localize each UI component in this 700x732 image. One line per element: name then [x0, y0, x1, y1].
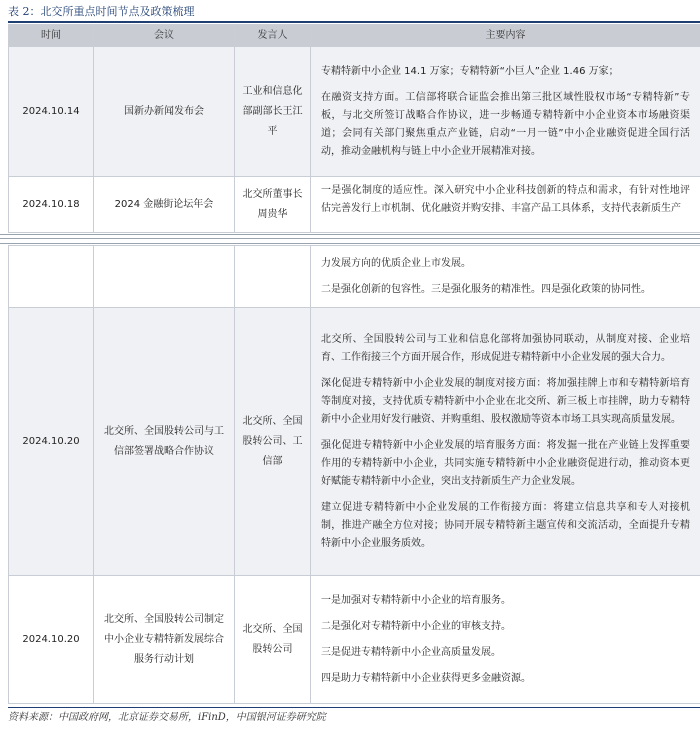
page-break-divider [0, 234, 700, 244]
content-paragraph: 强化促进专精特新中小企业发展的培育服务方面：将发掘一批在产业链上发挥重要作用的专精特新中小企业，共同实施专精特新中小企业融资促进行动，推动资本更好赋能专精特新中小企业，突出支持新质生产力企业发展。 [321, 439, 690, 487]
table-row [9, 308, 700, 576]
row-time: 2024.10.20 [9, 308, 94, 576]
table-row [9, 576, 700, 704]
content-paragraph: 三是促进专精特新中小企业高质量发展。 [321, 646, 501, 658]
content-paragraph: 专精特新中小企业 14.1 万家；专精特新“小巨人”企业 1.46 万家； [321, 65, 619, 77]
policy-table-bottom [8, 245, 700, 704]
policy-table-top [8, 24, 700, 233]
row-time: 2024.10.20 [9, 576, 94, 704]
row-speaker: 北交所董事长 周贵华 [235, 177, 311, 233]
content-paragraph: 四是助力专精特新中小企业获得更多金融资源。 [321, 672, 531, 684]
row-speaker [235, 246, 311, 308]
header-content: 主要内容 [311, 25, 700, 47]
title-rule [8, 21, 700, 23]
row-meeting: 北交所、全国股转公司制定中小企业专精特新发展综合服务行动计划 [94, 576, 235, 704]
row-meeting: 北交所、全国股转公司与工信部签署战略合作协议 [94, 308, 235, 576]
row-content [311, 576, 700, 704]
row-time: 2024.10.14 [9, 47, 94, 177]
row-speaker: 北交所、全国股转公司、工信部 [235, 308, 311, 576]
header-time: 时间 [9, 25, 94, 47]
content-paragraph: 建立促进专精特新中小企业发展的工作衔接方面：将建立信息共享和专人对接机制，推进产融全方位对接；协同开展专精特新主题宣传和交流活动，全面提升专精特新中小企业服务质效。 [321, 501, 690, 549]
content-paragraph: 力发展方向的优质企业上市发展。 [321, 257, 471, 269]
row-meeting: 国新办新闻发布会 [94, 47, 235, 177]
header-meeting: 会议 [94, 25, 235, 47]
header-speaker: 发言人 [235, 25, 311, 47]
row-content [311, 177, 700, 233]
row-content [311, 246, 700, 308]
row-meeting [94, 246, 235, 308]
row-speaker: 工业和信息化部副部长王江平 [235, 47, 311, 177]
table-row [9, 47, 700, 177]
row-content [311, 308, 700, 576]
table-title: 表 2：北交所重点时间节点及政策梳理 [8, 5, 195, 18]
content-paragraph: 深化促进专精特新中小企业发展的制度对接方面：将加强挂牌上市和专精特新培育等制度对接，支持优质专精特新中小企业在北交所、新三板上市挂牌，助力专精特新中小企业用好发行融资、并购重组、股权激励等资本市场工具实现高质量发展。 [321, 377, 690, 425]
row-meeting: 2024 金融街论坛年会 [94, 177, 235, 233]
content-paragraph: 二是强化创新的包容性。三是强化服务的精准性。四是强化政策的协同性。 [321, 283, 651, 295]
row-time [9, 246, 94, 308]
table-row [9, 177, 700, 233]
source-note: 资料来源：中国政府网，北京证券交易所，iFinD，中国银河证券研究院 [8, 712, 326, 723]
table-row-continued [9, 246, 700, 308]
footer-rule [8, 707, 700, 708]
content-paragraph: 北交所、全国股转公司与工业和信息化部将加强协同联动，从制度对接、企业培育、工作衔接三个方面开展合作，形成促进专精特新中小企业发展的强大合力。 [321, 333, 690, 363]
content-paragraph: 一是加强对专精特新中小企业的培育服务。 [321, 594, 511, 606]
row-content [311, 47, 700, 177]
content-paragraph: 二是强化对专精特新中小企业的审核支持。 [321, 620, 511, 632]
content-paragraph: 在融资支持方面。工信部将联合证监会推出第三批区域性股权市场“专精特新”专板，与北交所签订战略合作协议，进一步畅通专精特新中小企业资本市场融资渠道；会同有关部门聚焦重点产业链，启动“一月一链”中小企业融资促进全国行活动，推动金融机构与链上中小企业开展精准对接。 [321, 91, 690, 157]
row-speaker: 北交所、全国股转公司 [235, 576, 311, 704]
content-paragraph: 一是强化制度的适应性。深入研究中小企业科技创新的特点和需求，有针对性地评估完善发行上市机制、优化融资并购安排、丰富产品工具体系，支持代表新质生产 [321, 185, 690, 214]
row-time: 2024.10.18 [9, 177, 94, 233]
table-header-row [9, 25, 700, 47]
